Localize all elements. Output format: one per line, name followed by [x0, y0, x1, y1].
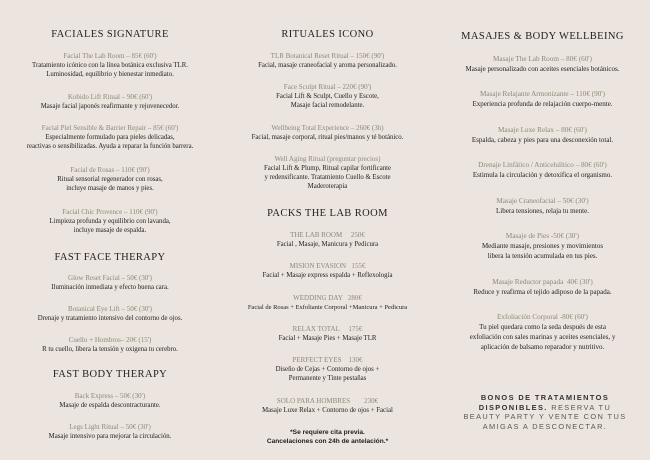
- pack-desc: Facial , Masaje, Manicura y Pedicura: [276, 240, 379, 248]
- pack-item: [220, 262, 435, 280]
- service-title: Well Aging Ritual (preguntar precios): [274, 155, 381, 163]
- service-desc: Masaje facial japonés reafirmante y rejuvenecedor.: [40, 102, 180, 110]
- service-desc: Reduce y reafirma el tejido adiposo de la papada.: [473, 287, 612, 296]
- booking-note: [220, 428, 435, 446]
- service-item: [0, 336, 220, 354]
- service-desc: Iluminación inmediata y efecto buena cara.: [51, 283, 169, 291]
- bonos-banner: [460, 393, 630, 431]
- service-item: [435, 278, 650, 297]
- service-desc: Tratamiento icónico con la línea botánica exclusiva TLR.: [32, 61, 188, 69]
- service-desc: Drenaje y tratamiento intensivo del contorno de ojos.: [37, 314, 183, 322]
- service-item: [0, 208, 220, 235]
- service-desc: Masaje facial remodelante.: [290, 101, 365, 109]
- service-desc: y redensificante. Tratamiento Cuello & Escote: [264, 173, 391, 181]
- service-desc: incluye masaje de manos y pies.: [66, 184, 154, 192]
- column-faciales: [0, 0, 220, 460]
- heading-masajes-body-wellbeing: MASAJES & BODY WELLBEING: [461, 31, 624, 42]
- pack-item: [220, 231, 435, 249]
- service-title: Exfoliación Corporal -80€ (60'): [497, 313, 588, 321]
- service-desc: Mediante masaje, presiones y movimientos: [481, 241, 604, 250]
- service-title: Botanical Eye Lift – 50€ (30'): [68, 305, 152, 313]
- pack-title: MISION EVASION 155€: [289, 262, 366, 270]
- service-item: [220, 52, 435, 70]
- service-desc: Estimula la circulación y detoxifica el organismo.: [472, 170, 613, 179]
- pack-item: [220, 325, 435, 343]
- service-desc: Masaje de espalda descontracturante.: [59, 401, 161, 409]
- pack-desc: Facial de Rosas + Exfoliante Corporal +Manicura + Pedicura: [247, 303, 408, 311]
- service-desc: reactivas o sensibilizadas. Ayuda a reparar la función barrera.: [26, 142, 194, 150]
- service-item: [0, 124, 220, 151]
- service-title: Masaje Luxe Relax – 80€ (60'): [498, 126, 587, 134]
- service-title: Drenaje Linfático / Anticelulítico – 80€ (60'): [478, 161, 607, 169]
- service-desc: R tu cuello, libera la tensión y oxigena tu cerebro.: [42, 345, 178, 353]
- service-title: Facial The Lab Room – 85€ (60'): [63, 52, 157, 60]
- service-title: Facial de Rosas – 110€ (90'): [70, 166, 150, 174]
- pack-desc: Permanente y Tinte pestañas: [288, 374, 367, 382]
- heading-faciales-signature: FACIALES SIGNATURE: [51, 29, 169, 40]
- service-desc: Facial, masaje corporal, ritual pies/manos y té botánico.: [251, 133, 404, 141]
- service-desc: Luminosidad, equilibrio y bienestar inmediato.: [46, 70, 174, 78]
- service-desc: Facial Lift & Sculpt, Cuello y Escote,: [276, 92, 379, 100]
- service-title: Back Express – 50€ (30'): [74, 392, 146, 400]
- service-item: [220, 83, 435, 110]
- service-desc: Especialmente formulado para pieles delicadas,: [45, 133, 175, 141]
- service-title: Cuello + Hombros– 20€ (15'): [68, 336, 152, 344]
- service-title: Masaje de Pies -50€ (30'): [505, 232, 580, 240]
- pack-desc: Facial + Masaje express espalda + Reflexología: [262, 271, 393, 279]
- heading-rituales-icono: RITUALES ICONO: [281, 29, 374, 40]
- service-title: Facial Piel Sensible & Barrier Repair – 85€ (60'): [41, 124, 179, 132]
- service-title: Legs Light Ritual – 50€ (30'): [69, 423, 151, 431]
- service-item: [0, 52, 220, 79]
- service-desc: Masaje intensivo para mejorar la circulación.: [48, 432, 172, 440]
- service-item: [435, 55, 650, 74]
- column-rituales: [220, 0, 435, 460]
- service-title: Kobido Lift Ritual – 90€ (60'): [67, 93, 153, 101]
- booking-note-line: Cancelaciones con 24h de antelación.*: [266, 438, 389, 445]
- service-item: [0, 392, 220, 410]
- service-item: [435, 197, 650, 216]
- service-desc: incluye masaje de espalda.: [73, 226, 147, 234]
- service-desc: Espalda, cabeza y pies para una desconexión total.: [471, 135, 614, 144]
- service-desc: Ritual sensorial regenerador con rosas,: [57, 175, 163, 183]
- service-item: [0, 93, 220, 111]
- service-item: [435, 126, 650, 145]
- service-item: [435, 161, 650, 180]
- service-item: [0, 274, 220, 292]
- service-desc: Libera tensiones, relaja tu mente.: [496, 206, 589, 215]
- service-item: [0, 305, 220, 323]
- service-desc: Masaje personalizado con aceites esenciales botánicos.: [465, 64, 620, 73]
- pack-desc: Facial + Masaje Pies + Masaje TLR: [278, 334, 377, 342]
- service-title: Facial Chic Provence – 110€ (90'): [62, 208, 158, 216]
- service-desc: Maderoterapia: [307, 182, 348, 190]
- service-title: Glow Reset Facial – 50€ (30'): [68, 274, 152, 282]
- bonos-text: RESERVA TU BEAUTY PARTY Y VENTE CON TUS AMIGAS A DESCONECTAR.: [463, 402, 627, 431]
- pack-title: RELAX TOTAL 175€: [292, 325, 363, 333]
- service-desc: Experiencia profunda de relajación cuerpo-mente.: [472, 99, 613, 108]
- service-title: Masaje Craneofacial – 50€ (30'): [496, 197, 589, 205]
- pack-item: [220, 397, 435, 415]
- service-desc: libera la tensión acumulada en tus pies.: [487, 251, 598, 260]
- pack-title: PERFECT EYES 130€: [292, 356, 363, 364]
- service-item: [0, 166, 220, 193]
- pack-item: [220, 294, 435, 312]
- pack-title: THE LAB ROOM 250€: [290, 231, 365, 239]
- booking-note-line: *Se requiere cita previa.: [290, 429, 365, 436]
- pack-desc: Masaje Luxe Relax + Contorno de ojos + Facial: [262, 406, 393, 414]
- heading-fast-face-therapy: FAST FACE THERAPY: [54, 252, 166, 263]
- bonos-title: BONOS DE TRATAMIENTOS DISPONIBLES.: [478, 393, 610, 412]
- service-desc: exfoliación con sales marinas y aceites esenciales, y: [469, 332, 616, 341]
- heading-fast-body-therapy: FAST BODY THERAPY: [52, 369, 168, 380]
- service-desc: Tu piel quedara como la seda después de esta: [479, 322, 606, 331]
- service-desc: Facial, masaje craneofacial y aroma personalizado.: [258, 61, 397, 69]
- service-title: TLR Botanical Reset Ritual – 150€ (90'): [270, 52, 385, 60]
- service-title: Masaje Relajante Armonizante – 110€ (90'): [480, 90, 605, 98]
- service-title: Masaje Reductor papada 40€ (30'): [492, 278, 593, 286]
- pack-desc: Diseño de Cejas + Contorno de ojos +: [275, 365, 380, 373]
- service-desc: Limpieza profunda y equilibrio con lavanda,: [49, 217, 171, 225]
- service-item: [435, 90, 650, 109]
- service-item: [0, 423, 220, 441]
- service-item: [435, 313, 650, 352]
- service-title: Masaje The Lab Room – 80€ (60'): [493, 55, 592, 63]
- service-item: [220, 155, 435, 191]
- heading-packs-the-lab-room: PACKS THE LAB ROOM: [267, 208, 388, 219]
- service-title: Face Sculpt Ritual – 220€ (90'): [283, 83, 372, 91]
- service-desc: Facial Lift & Plump, Ritual capilar fortificante: [263, 164, 392, 172]
- pack-title: SOLO PARA HOMBRES 230€: [276, 397, 379, 405]
- service-item: [220, 124, 435, 142]
- service-item: [435, 232, 650, 261]
- pack-title: WEDDING DAY 280€: [293, 294, 362, 302]
- pack-item: [220, 356, 435, 383]
- column-masajes: [435, 0, 650, 460]
- service-desc: aplicación de balsamo reparador y nutritivo.: [480, 342, 605, 351]
- service-title: Wellbeing Total Experience – 260€ (3h): [271, 124, 384, 132]
